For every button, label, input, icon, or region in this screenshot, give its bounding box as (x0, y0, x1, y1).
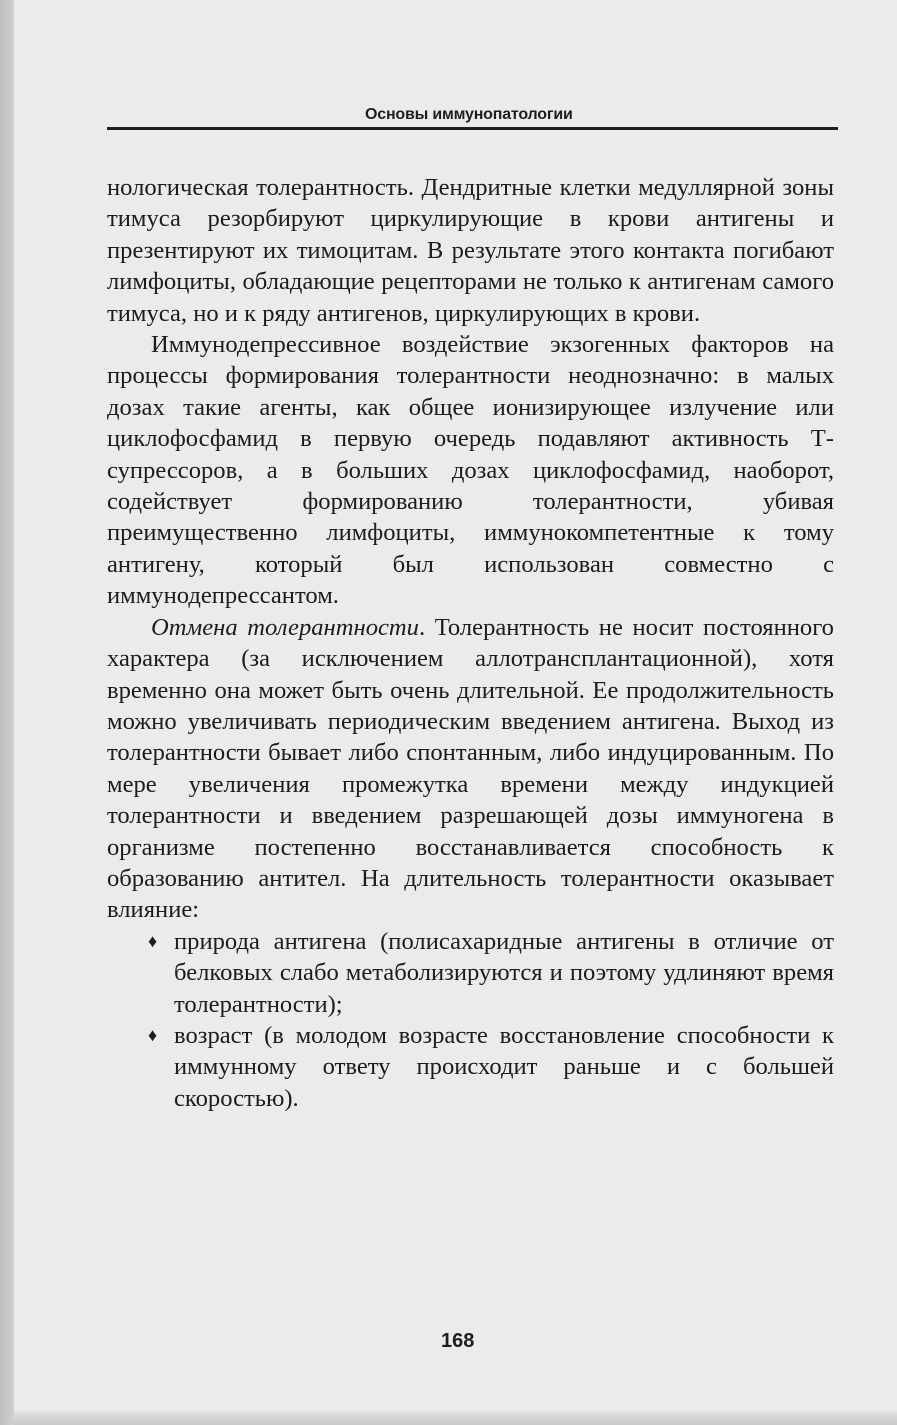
page-number: 168 (441, 1330, 475, 1352)
list-item-text: природа антигена (полисахаридные антигены в отличие от белковых слабо метаболизируются и поэтому удлиняют время толерантности); (174, 927, 834, 1018)
text-body (107, 172, 834, 1114)
list-item (107, 1020, 834, 1114)
paragraph-continued: нологическая толерантность. Дендритные клетки медуллярной зоны тимуса резорбируют циркулирующие в крови антигены и презентируют их тимоцитам. В результате этого контакта погибают лимфоциты, обладающие рецепторами не только к антигенам самого тимуса, но и к ряду антигенов, циркулирующих в крови. (107, 174, 834, 327)
paragraph-text: . Толерантность не носит постоянного характера (за исключением аллотрансплантационной), хотя временно она может быть очень длительной. Ее продолжительность можно увеличивать периодическим введением антигена. Выход из толерантности бывает либо спонтанным, либо индуцированным. По мере увеличения промежутка времени между индукцией толерантности и введением разрешающей дозы иммуногена в организме постепенно восстанавливается способность к образованию антител. На длительность толерантности оказывает влияние: (107, 613, 834, 924)
diamond-bullet-icon: ♦ (148, 930, 158, 951)
running-header-title: Основы иммунопатологии (365, 106, 573, 123)
paragraph-tolerance-cancellation (107, 612, 834, 926)
list-item-text: возраст (в молодом возрасте восстановление способности к иммунному ответу происходит раньше и с большей скоростью). (174, 1021, 834, 1112)
header-rule (107, 127, 838, 130)
paragraph-immunodepression: Иммунодепрессивное воздействие экзогенных факторов на процессы формирования толерантности неоднозначно: в малых дозах такие агенты, как общее ионизирующее излучение или циклофосфамид в первую очередь подавляют активность Т-супрессоров, а в больших дозах циклофосфамид, наоборот, содействует формированию толерантности, убивая преимущественно лимфоциты, иммунокомпетентные к тому антигену, который был использован совместно с иммунодепрессантом. (107, 331, 834, 610)
bullet-list (107, 926, 834, 1114)
italic-term: Отмена толерантности (151, 613, 419, 641)
diamond-bullet-icon: ♦ (148, 1024, 158, 1045)
running-header (107, 106, 838, 128)
page-bottom-edge (14, 1411, 897, 1425)
list-item (107, 926, 834, 1020)
